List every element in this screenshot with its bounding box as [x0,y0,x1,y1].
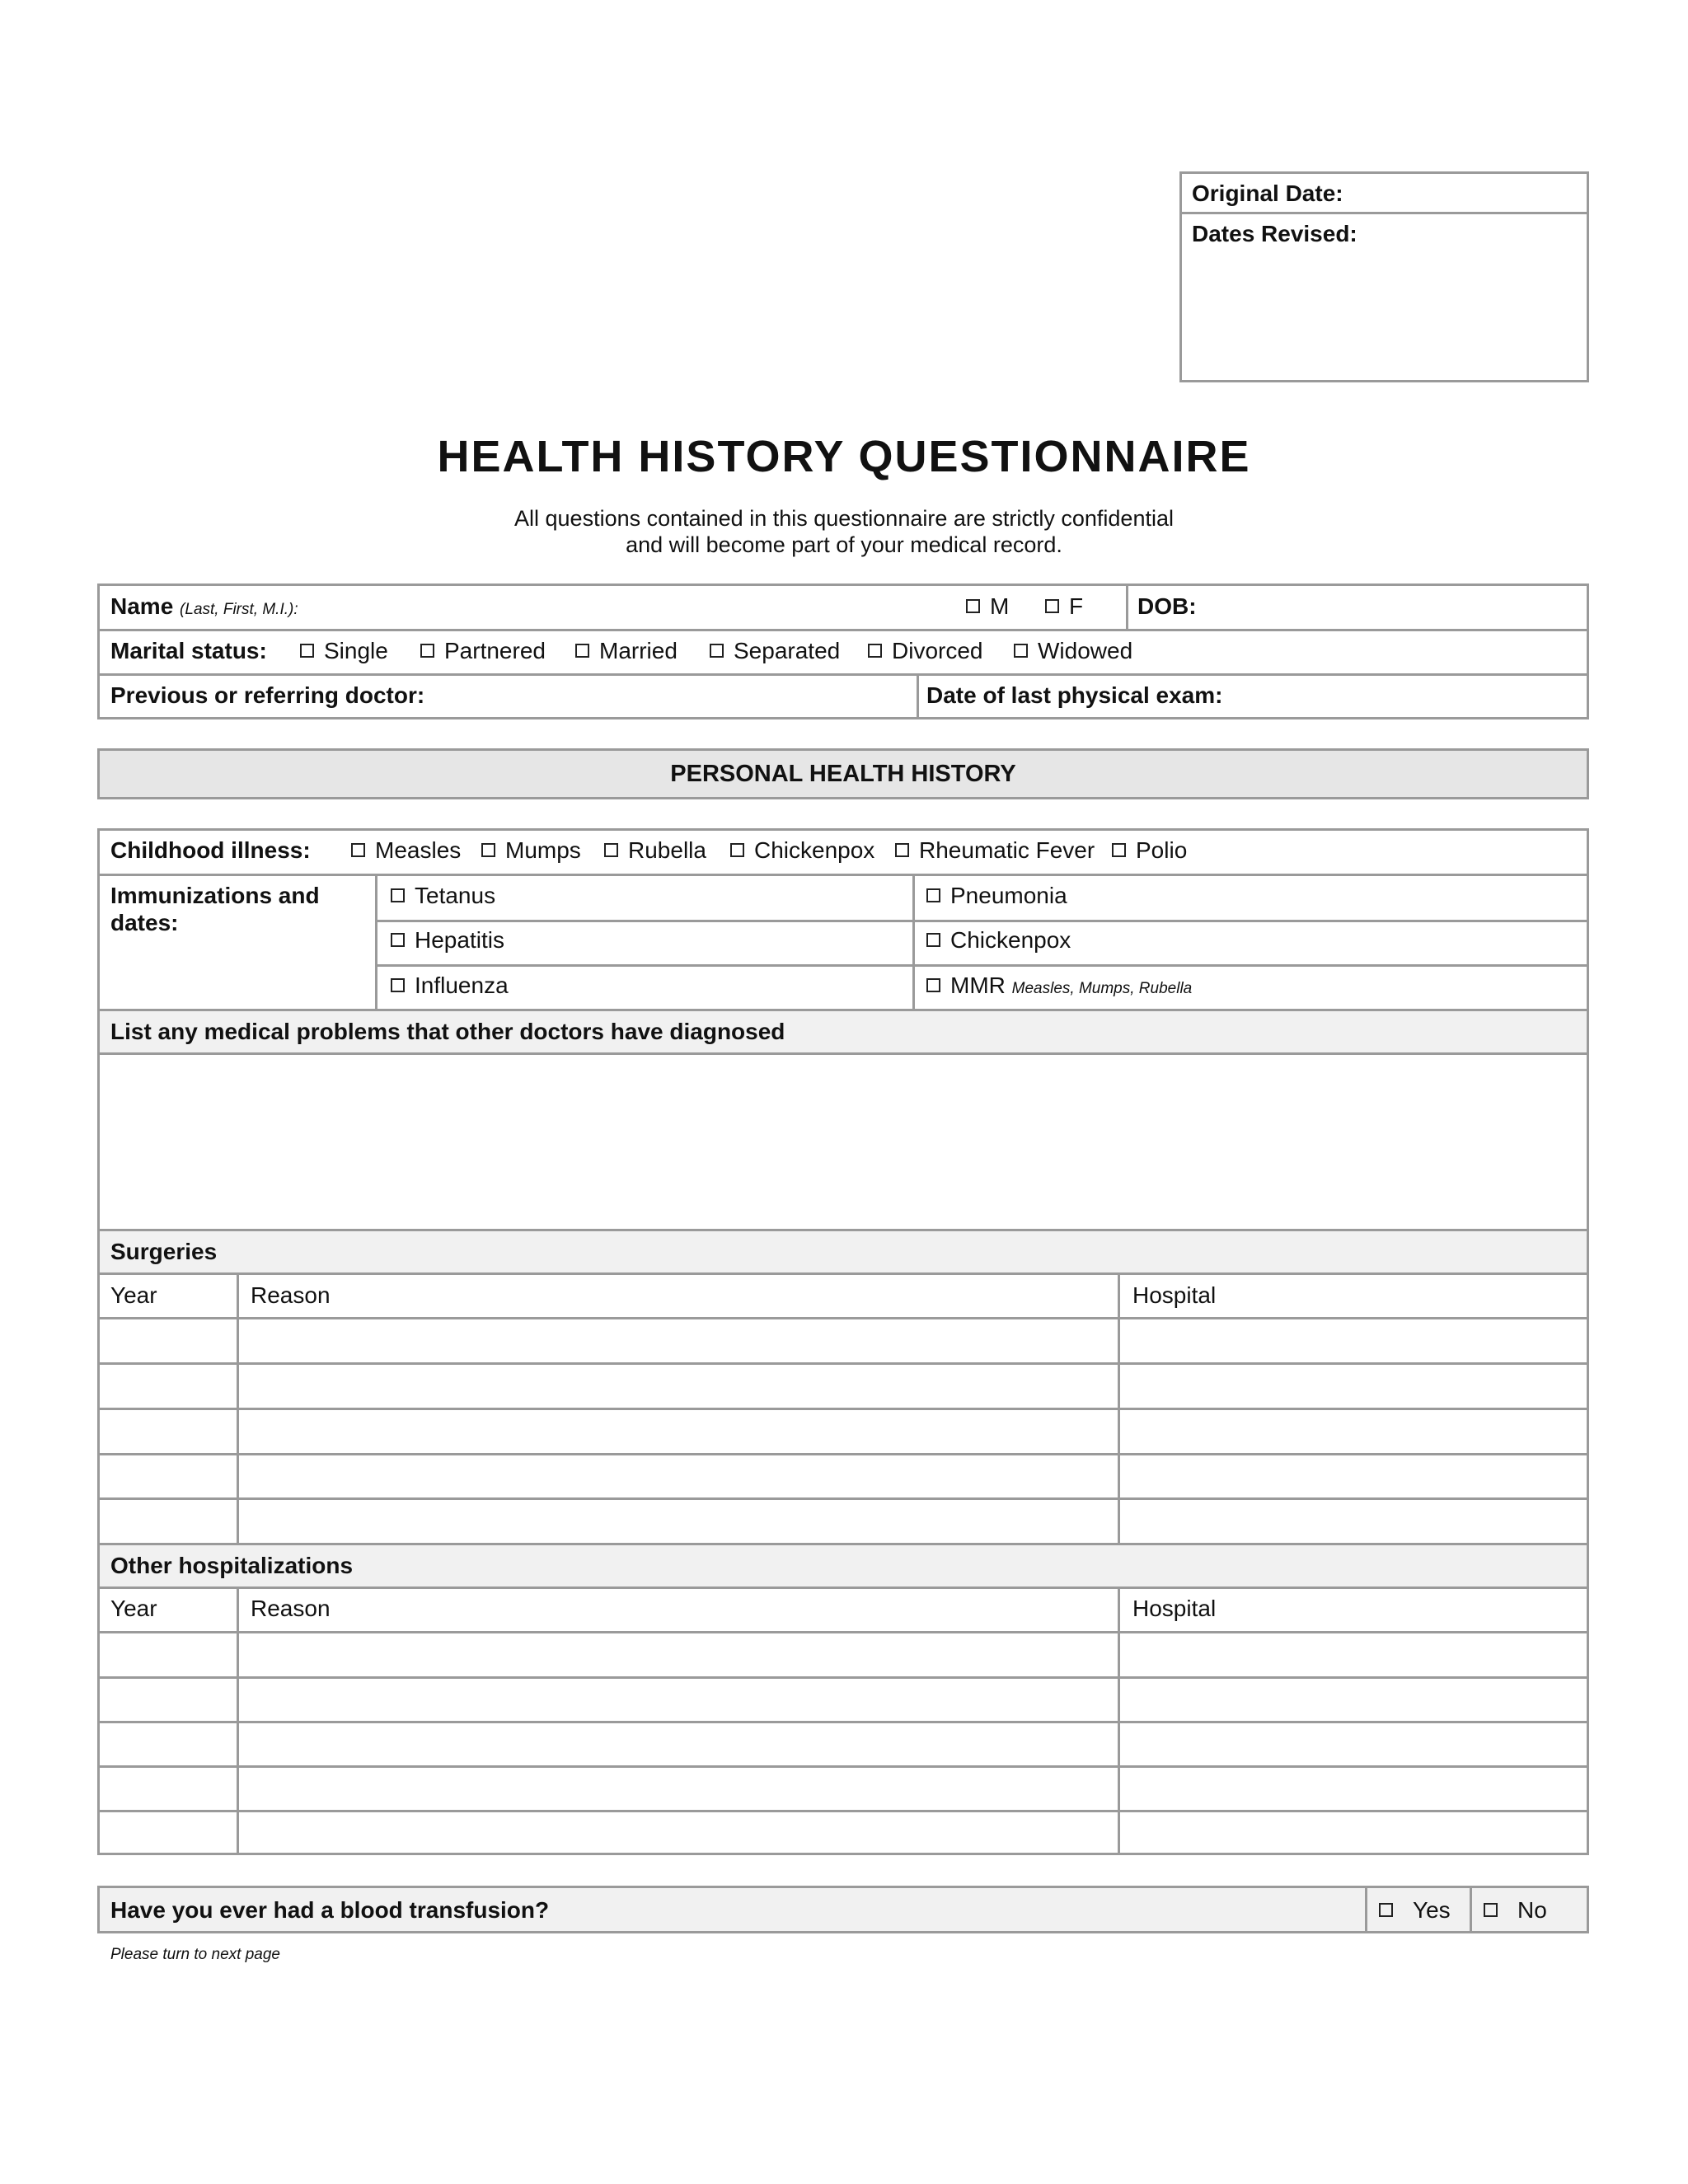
col-divider [237,1586,239,1855]
checkbox-icon[interactable] [351,843,365,857]
surgeries-header-bg [100,1230,1587,1273]
row-divider [97,1009,1589,1011]
checkbox-icon[interactable] [966,599,980,613]
row-divider [97,1453,1589,1455]
row-divider [97,629,1589,631]
revision-divider [1179,212,1589,214]
checkbox-icon[interactable] [1484,1903,1498,1917]
immunizations-label-line-2: dates: [110,910,179,935]
row-divider [377,964,1589,967]
name-field[interactable] [110,595,298,618]
row-divider [97,1317,1589,1319]
checkbox-icon[interactable] [926,978,940,992]
transfusion-question: Have you ever had a blood transfusion? [110,1897,550,1923]
col-divider [912,874,915,1010]
col-divider [1126,583,1128,630]
col-divider [1470,1886,1472,1933]
checkbox-icon[interactable] [391,888,405,902]
checkbox-icon[interactable] [300,644,314,658]
sex-m-option[interactable]: M [966,595,1009,618]
transfusion-no-option[interactable]: No [1484,1899,1547,1922]
row-divider [97,1631,1589,1633]
row-divider [97,1497,1589,1500]
checkbox-icon[interactable] [730,843,744,857]
checkbox-icon[interactable] [710,644,724,658]
immunization-pneumonia[interactable]: Pneumonia [926,884,1067,907]
checkbox-icon[interactable] [926,888,940,902]
childhood-option-polio[interactable]: Polio [1112,839,1187,862]
medical-problems-textarea[interactable] [100,1055,1587,1229]
immunization-tetanus[interactable]: Tetanus [391,884,495,907]
row-divider [97,1676,1589,1679]
row-divider [377,920,1589,922]
hospitalizations-col-hospital: Hospital [1132,1596,1217,1621]
col-divider [1365,1886,1367,1933]
childhood-option-measles[interactable]: Measles [351,839,461,862]
row-divider [97,1586,1589,1589]
childhood-illness-label: Childhood illness: [110,837,311,863]
dob-field[interactable]: DOB: [1137,593,1197,619]
immunizations-label-line-1: Immunizations and [110,883,320,908]
row-divider [97,1721,1589,1723]
row-divider [97,874,1589,876]
sex-f-option[interactable]: F [1045,595,1083,618]
name-label: Name [110,593,174,619]
checkbox-icon[interactable] [1045,599,1059,613]
col-divider [1118,1272,1120,1544]
childhood-option-chickenpox[interactable]: Chickenpox [730,839,874,862]
childhood-option-rubella[interactable]: Rubella [604,839,706,862]
checkbox-icon[interactable] [575,644,589,658]
last-exam-field[interactable]: Date of last physical exam: [926,682,1223,708]
hospitalizations-col-year: Year [110,1596,157,1621]
row-divider [97,1543,1589,1545]
previous-doctor-field[interactable]: Previous or referring doctor: [110,682,425,708]
checkbox-icon[interactable] [420,644,434,658]
col-divider [1118,1586,1120,1855]
checkbox-icon[interactable] [391,978,405,992]
personal-history-table [97,828,1589,1855]
checkbox-icon[interactable] [926,933,940,947]
hospitalizations-col-reason: Reason [251,1596,331,1621]
checkbox-icon[interactable] [895,843,909,857]
marital-option-partnered[interactable]: Partnered [420,640,546,663]
checkbox-icon[interactable] [481,843,495,857]
transfusion-yes-option[interactable]: Yes [1379,1899,1451,1922]
checkbox-icon[interactable] [1379,1903,1393,1917]
checkbox-icon[interactable] [604,843,618,857]
marital-option-divorced[interactable]: Divorced [868,640,982,663]
row-divider [97,1810,1589,1812]
row-divider [97,1229,1589,1231]
col-divider [375,874,377,1010]
dates-revised-label: Dates Revised: [1192,221,1357,246]
row-divider [97,673,1589,676]
marital-option-widowed[interactable]: Widowed [1014,640,1132,663]
childhood-option-mumps[interactable]: Mumps [481,839,581,862]
subtitle-line-1: All questions contained in this questionnaire are strictly confidential [514,506,1174,531]
surgeries-col-hospital: Hospital [1132,1282,1217,1308]
marital-option-single[interactable]: Single [300,640,388,663]
original-date-label: Original Date: [1192,180,1343,206]
checkbox-icon[interactable] [391,933,405,947]
childhood-option-rheumatic-fever[interactable]: Rheumatic Fever [895,839,1095,862]
surgeries-label: Surgeries [110,1239,218,1264]
surgeries-col-year: Year [110,1282,157,1308]
immunization-mmr[interactable]: MMR Measles, Mumps, Rubella [926,974,1192,997]
subtitle-line-2: and will become part of your medical record. [626,532,1062,557]
name-hint: (Last, First, M.I.): [180,601,298,618]
immunization-influenza[interactable]: Influenza [391,974,509,997]
col-divider [237,1272,239,1544]
marital-option-separated[interactable]: Separated [710,640,840,663]
surgeries-col-reason: Reason [251,1282,331,1308]
checkbox-icon[interactable] [868,644,882,658]
medical-problems-label: List any medical problems that other doctors have diagnosed [110,1019,785,1044]
row-divider [97,1765,1589,1768]
row-divider [97,1272,1589,1275]
checkbox-icon[interactable] [1014,644,1028,658]
row-divider [97,1362,1589,1365]
immunization-hepatitis[interactable]: Hepatitis [391,929,504,952]
section-title: PERSONAL HEALTH HISTORY [670,761,1016,787]
checkbox-icon[interactable] [1112,843,1126,857]
col-divider [917,673,919,719]
marital-status-label: Marital status: [110,638,267,663]
hospitalizations-label: Other hospitalizations [110,1553,354,1578]
mmr-note: Measles, Mumps, Rubella [1011,980,1193,997]
footer-note: Please turn to next page [110,1946,280,1963]
page-title: HEALTH HISTORY QUESTIONNAIRE [437,432,1251,481]
immunization-chickenpox[interactable]: Chickenpox [926,929,1071,952]
row-divider [97,1408,1589,1410]
marital-option-married[interactable]: Married [575,640,678,663]
